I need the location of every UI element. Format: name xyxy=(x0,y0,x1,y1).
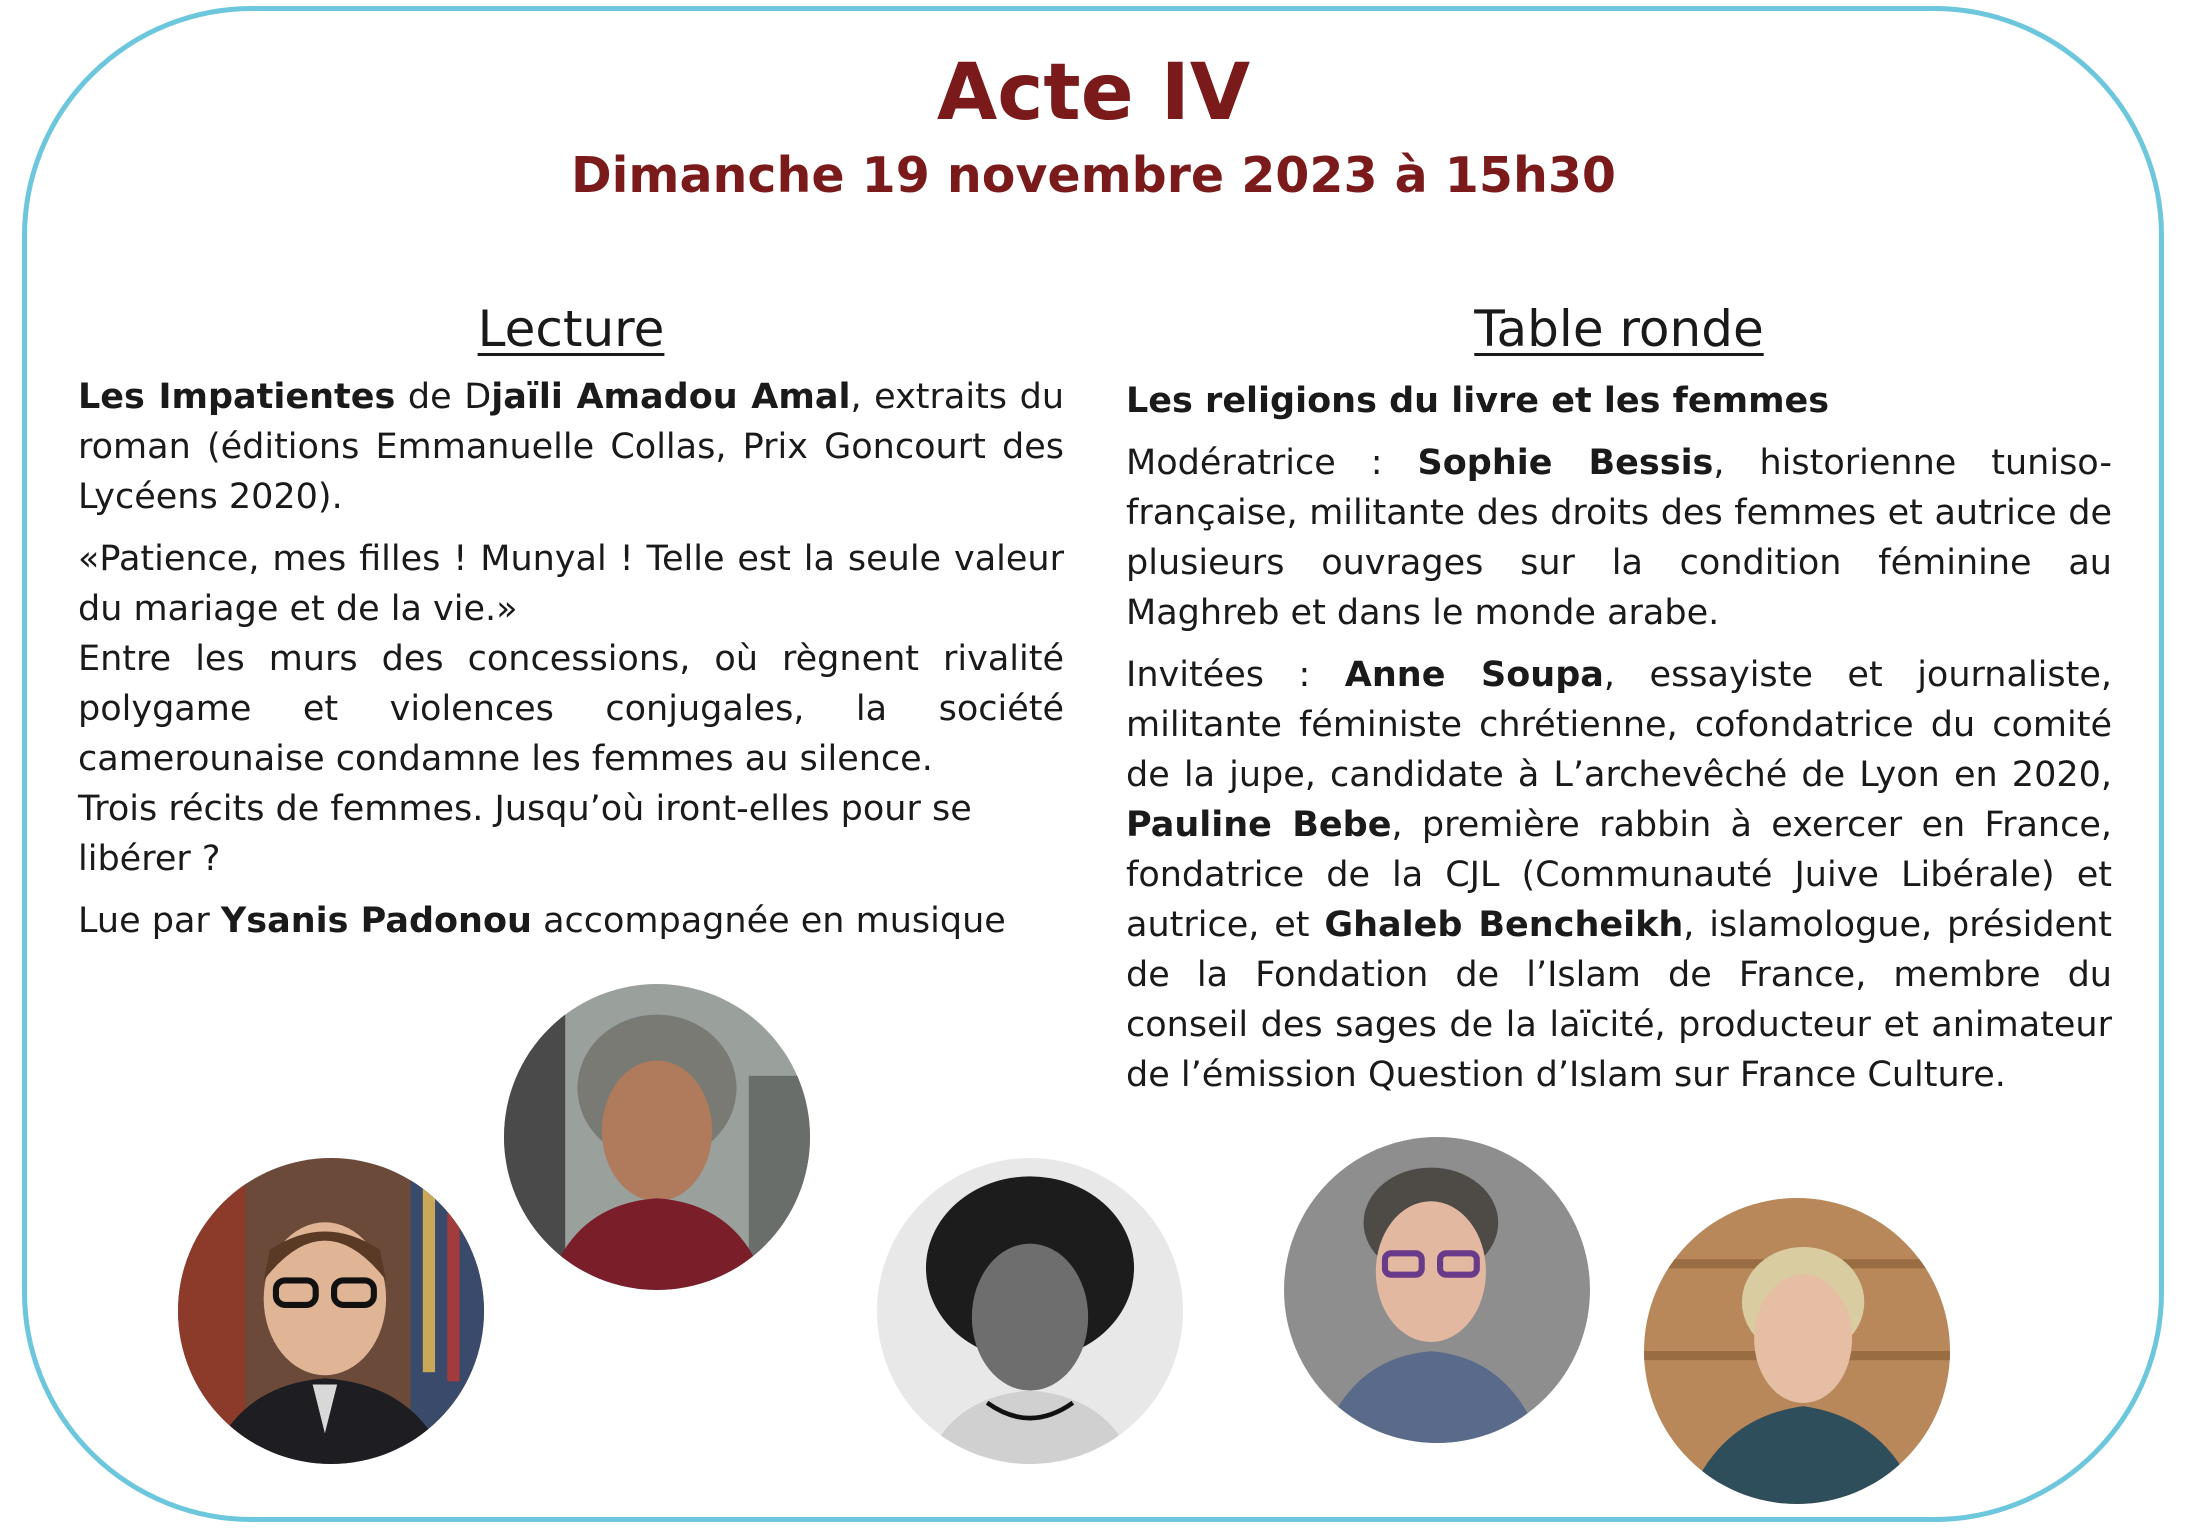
portrait-photo-man-glasses xyxy=(178,1158,484,1464)
book-author: jaïli Amadou Amal xyxy=(491,377,851,417)
lecture-summary: Entre les murs des concessions, où règnent rivalité polygame et violences conjugales, la société camerounaise condamne les femmes au silence. xyxy=(78,639,1064,779)
lecture-reader: Lue par Ysanis Padonou accompagnée en musique xyxy=(78,901,1006,941)
guest-1-name: Anne Soupa xyxy=(1344,655,1604,695)
portrait-photo-young-woman xyxy=(877,1158,1183,1464)
book-title: Les Impatientes xyxy=(78,377,396,417)
moderator-paragraph: Modératrice : Sophie Bessis, historienne tuniso-française, militante des droits des femmes et autrice de plusieurs ouvrages sur la condition féminine au Maghreb et dans le monde arabe. xyxy=(1126,443,2112,633)
lecture-column xyxy=(78,372,1064,946)
event-date: Dimanche 19 novembre 2023 à 15h30 xyxy=(570,147,1617,204)
table-ronde-heading: Table ronde xyxy=(1474,300,1764,358)
lecture-book-paragraph: Les Impatientes de Djaïli Amadou Amal, extraits du roman (éditions Emmanuelle Collas, Prix Goncourt des Lycéens 2020). xyxy=(78,377,1065,517)
guests-paragraph: Invitées : Anne Soupa, essayiste et journaliste, militante féministe chrétienne, cofondatrice du comité de la jupe, candidate à L’archevêché de Lyon en 2020, Pauline Bebe, première rabbin à exercer en France, fondatrice de la CJL (Communauté Juive Libérale) et autrice, et Ghaleb Bencheikh, islamologue, président de la Fondation de l’Islam de France, membre du conseil des sages de la laïcité, producteur et animateur de l’émission Question d’Islam sur France Culture. xyxy=(1126,655,2112,1095)
act-title: Acte IV xyxy=(936,48,1251,138)
guest-3-name: Ghaleb Bencheikh xyxy=(1324,905,1684,945)
moderator-name: Sophie Bessis xyxy=(1417,443,1714,483)
lecture-quote: «Patience, mes filles ! Munyal ! Telle est la seule valeur du mariage et de la vie.» xyxy=(78,539,1064,629)
guest-2-name: Pauline Bebe xyxy=(1126,805,1392,845)
lecture-heading: Lecture xyxy=(477,300,665,358)
table-ronde-column xyxy=(1126,376,2112,1100)
portrait-photo-woman-short-hair xyxy=(1284,1137,1590,1443)
lecture-summary-2: Trois récits de femmes. Jusqu’où iront-elles pour se libérer ? xyxy=(78,789,972,879)
portrait-photo-woman-grey-hair xyxy=(504,984,810,1290)
reader-name: Ysanis Padonou xyxy=(220,901,532,941)
portrait-photo-older-woman xyxy=(1644,1198,1950,1504)
table-ronde-subtitle: Les religions du livre et les femmes xyxy=(1126,381,1830,421)
